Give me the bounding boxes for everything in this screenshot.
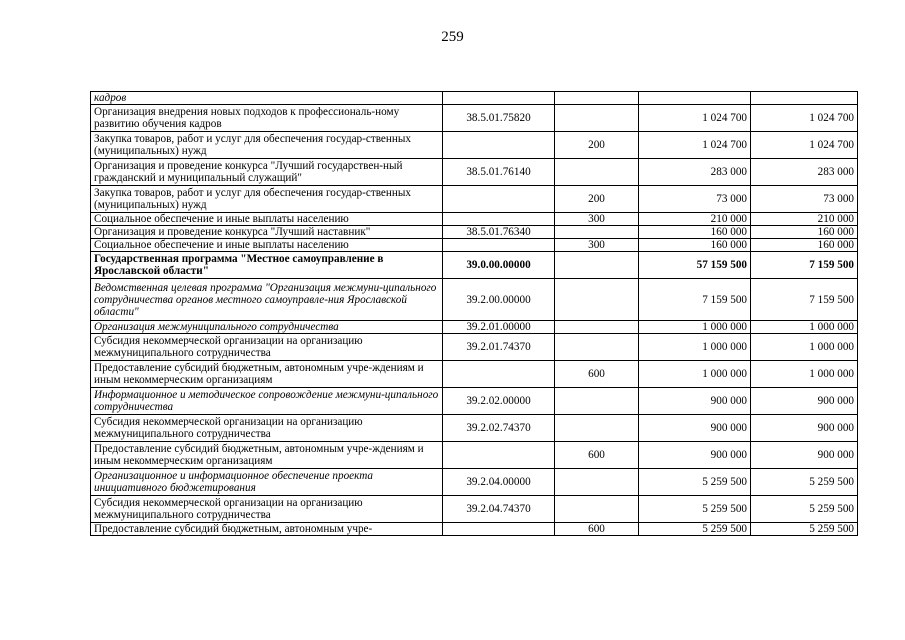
page-number: 259 [441, 29, 464, 45]
budget-table-body [91, 92, 858, 536]
cell-sum-1: 5 259 500 [639, 469, 751, 496]
cell-code: 38.5.01.76140 [443, 159, 555, 186]
cell-code: 39.2.04.74370 [443, 496, 555, 523]
cell-sum-2: 73 000 [751, 186, 858, 213]
cell-type [555, 92, 639, 105]
table-row [91, 442, 858, 469]
cell-code: 39.2.00.00000 [443, 279, 555, 321]
cell-code [443, 92, 555, 105]
cell-sum-1: 1 024 700 [639, 132, 751, 159]
cell-type [555, 226, 639, 239]
cell-type: 600 [555, 523, 639, 536]
cell-type [555, 279, 639, 321]
cell-name: Организация межмуниципального сотрудничества [91, 321, 443, 334]
cell-sum-2: 7 159 500 [751, 279, 858, 321]
cell-code [443, 523, 555, 536]
table-row [91, 105, 858, 132]
cell-sum-2: 1 000 000 [751, 361, 858, 388]
table-row [91, 334, 858, 361]
cell-name: Предоставление субсидий бюджетным, автономным учре-ждениям и иным некоммерческим организациям [91, 442, 443, 469]
table-row [91, 226, 858, 239]
budget-table [90, 91, 858, 536]
cell-name: Субсидия некоммерческой организации на организацию межмуниципального сотрудничества [91, 334, 443, 361]
cell-code [443, 132, 555, 159]
cell-name: Предоставление субсидий бюджетным, автономным учре- [91, 523, 443, 536]
cell-sum-1: 283 000 [639, 159, 751, 186]
cell-type [555, 159, 639, 186]
cell-code: 38.5.01.75820 [443, 105, 555, 132]
cell-code: 39.2.02.74370 [443, 415, 555, 442]
cell-code [443, 442, 555, 469]
cell-code: 39.2.04.00000 [443, 469, 555, 496]
table-row [91, 415, 858, 442]
table-row [91, 469, 858, 496]
cell-code: 38.5.01.76340 [443, 226, 555, 239]
cell-type: 600 [555, 361, 639, 388]
cell-type: 600 [555, 442, 639, 469]
table-row [91, 159, 858, 186]
cell-sum-1: 900 000 [639, 442, 751, 469]
cell-code [443, 186, 555, 213]
cell-sum-2: 1 024 700 [751, 132, 858, 159]
cell-sum-1: 57 159 500 [639, 252, 751, 279]
cell-sum-2: 5 259 500 [751, 469, 858, 496]
table-row [91, 252, 858, 279]
cell-name: Государственная программа "Местное самоуправление в Ярославской области" [91, 252, 443, 279]
cell-name: Информационное и методическое сопровождение межмуни-ципального сотрудничества [91, 388, 443, 415]
cell-name: Субсидия некоммерческой организации на организацию межмуниципального сотрудничества [91, 415, 443, 442]
cell-name: Социальное обеспечение и иные выплаты населению [91, 213, 443, 226]
cell-sum-1: 160 000 [639, 226, 751, 239]
cell-sum-1: 160 000 [639, 239, 751, 252]
cell-sum-2 [751, 92, 858, 105]
cell-sum-1: 210 000 [639, 213, 751, 226]
table-row [91, 388, 858, 415]
cell-code: 39.0.00.00000 [443, 252, 555, 279]
cell-sum-1: 1 000 000 [639, 334, 751, 361]
cell-code [443, 239, 555, 252]
table-row [91, 186, 858, 213]
cell-name: Закупка товаров, работ и услуг для обеспечения государ-ственных (муниципальных) нужд [91, 186, 443, 213]
cell-code [443, 361, 555, 388]
cell-type [555, 469, 639, 496]
cell-sum-2: 210 000 [751, 213, 858, 226]
cell-sum-1 [639, 92, 751, 105]
cell-sum-2: 1 000 000 [751, 321, 858, 334]
cell-sum-2: 283 000 [751, 159, 858, 186]
cell-name: Закупка товаров, работ и услуг для обеспечения государ-ственных (муниципальных) нужд [91, 132, 443, 159]
table-row [91, 523, 858, 536]
cell-sum-2: 900 000 [751, 415, 858, 442]
cell-sum-2: 900 000 [751, 388, 858, 415]
cell-name: Социальное обеспечение и иные выплаты населению [91, 239, 443, 252]
cell-sum-1: 1 024 700 [639, 105, 751, 132]
cell-name: Предоставление субсидий бюджетным, автономным учре-ждениям и иным некоммерческим организациям [91, 361, 443, 388]
table-row [91, 213, 858, 226]
cell-name: Субсидия некоммерческой организации на организацию межмуниципального сотрудничества [91, 496, 443, 523]
table-row [91, 361, 858, 388]
table-row [91, 279, 858, 321]
cell-sum-1: 5 259 500 [639, 496, 751, 523]
cell-sum-1: 1 000 000 [639, 361, 751, 388]
cell-type [555, 105, 639, 132]
table-row [91, 132, 858, 159]
cell-name: Организация и проведение конкурса "Лучший государствен-ный гражданский и муниципальный служащий" [91, 159, 443, 186]
cell-code [443, 213, 555, 226]
cell-code: 39.2.01.00000 [443, 321, 555, 334]
cell-sum-1: 73 000 [639, 186, 751, 213]
cell-type: 200 [555, 186, 639, 213]
cell-sum-1: 7 159 500 [639, 279, 751, 321]
cell-sum-1: 900 000 [639, 415, 751, 442]
cell-sum-1: 1 000 000 [639, 321, 751, 334]
table-row [91, 321, 858, 334]
cell-name: Организация внедрения новых подходов к профессиональ-ному развитию обучения кадров [91, 105, 443, 132]
cell-name: Ведомственная целевая программа "Организация межмуни-ципального сотрудничества органов местного самоуправле-ния Ярославской области" [91, 279, 443, 321]
table-row [91, 92, 858, 105]
cell-type [555, 334, 639, 361]
cell-sum-2: 900 000 [751, 442, 858, 469]
cell-sum-1: 5 259 500 [639, 523, 751, 536]
table-row [91, 239, 858, 252]
cell-type [555, 321, 639, 334]
cell-type: 300 [555, 213, 639, 226]
cell-code: 39.2.02.00000 [443, 388, 555, 415]
cell-sum-2: 5 259 500 [751, 523, 858, 536]
cell-sum-2: 5 259 500 [751, 496, 858, 523]
cell-type [555, 252, 639, 279]
table-row [91, 496, 858, 523]
cell-code: 39.2.01.74370 [443, 334, 555, 361]
cell-name: Организационное и информационное обеспечение проекта инициативного бюджетирования [91, 469, 443, 496]
cell-type [555, 496, 639, 523]
cell-sum-1: 900 000 [639, 388, 751, 415]
cell-type [555, 415, 639, 442]
cell-type: 200 [555, 132, 639, 159]
cell-type [555, 388, 639, 415]
cell-type: 300 [555, 239, 639, 252]
cell-sum-2: 1 024 700 [751, 105, 858, 132]
cell-name: Организация и проведение конкурса "Лучший наставник" [91, 226, 443, 239]
cell-sum-2: 7 159 500 [751, 252, 858, 279]
cell-sum-2: 1 000 000 [751, 334, 858, 361]
cell-sum-2: 160 000 [751, 226, 858, 239]
cell-name: кадров [91, 92, 443, 105]
cell-sum-2: 160 000 [751, 239, 858, 252]
